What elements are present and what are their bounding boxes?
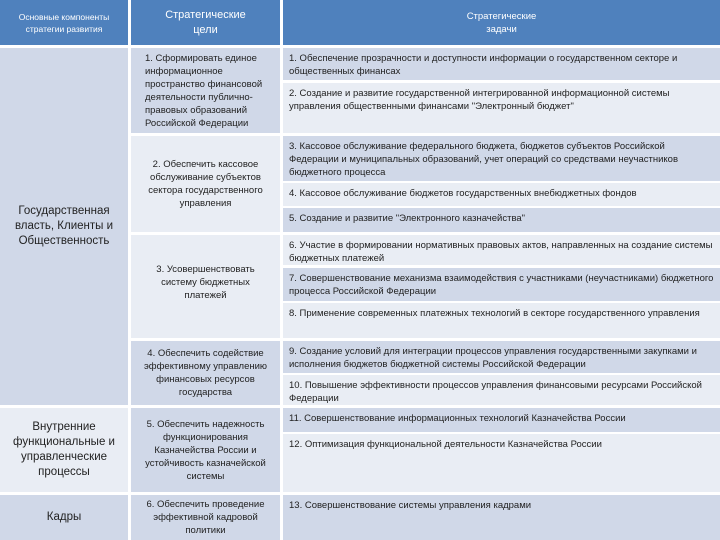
goal-cell: 4. Обеспечить содействие эффективному управлению финансовых ресурсов государства [131,341,280,405]
task-cell: 10. Повышение эффективности процессов управления финансовыми ресурсами Российской Федерации [283,375,720,405]
header-goals: Стратегические цели [131,0,280,45]
task-cell: 6. Участие в формировании нормативных правовых актов, направленных на создание системы бюджетных платежей [283,235,720,265]
task-cell: 3. Кассовое обслуживание федерального бюджета, бюджетов субъектов Российской Федерации и муниципальных образований, учет операций со средствами неучастников бюджетного процесса [283,136,720,181]
task-cell: 5. Создание и развитие "Электронного казначейства" [283,208,720,232]
goal-cell: 2. Обеспечить кассовое обслуживание субъектов сектора государственного управления [131,136,280,232]
goal-cell: 5. Обеспечить надежность функционирования Казначейства России и устойчивость казначейской системы [131,408,280,492]
task-cell: 4. Кассовое обслуживание бюджетов государственных внебюджетных фондов [283,183,720,206]
task-cell: 2. Создание и развитие государственной интегрированной информационной системы управления общественными финансами "Электронный бюджет" [283,83,720,133]
component-cell: Внутренние функциональные и управленческие процессы [0,408,128,492]
task-cell: 12. Оптимизация функциональной деятельности Казначейства России [283,434,720,492]
goal-cell: 3. Усовершенствовать систему бюджетных платежей [131,235,280,338]
task-cell: 9. Создание условий для интеграции процессов управления государственными закупками и исполнения бюджетов бюджетной системы Российской Федерации [283,341,720,373]
task-cell: 13. Совершенствование системы управления кадрами [283,495,720,540]
task-cell: 8. Применение современных платежных технологий в секторе государственного управления [283,303,720,338]
task-cell: 7. Совершенствование механизма взаимодействия с участниками (неучастниками) бюджетного процесса Российской Федерации [283,268,720,301]
goal-cell: 1. Сформировать единое информационное пространство финансовой деятельности публично-правовых образований Российской Федерации [131,48,280,133]
component-cell: Кадры [0,495,128,540]
task-cell: 11. Совершенствование информационных технологий Казначейства России [283,408,720,432]
task-cell: 1. Обеспечение прозрачности и доступности информации о государственном секторе и общественных финансах [283,48,720,80]
header-tasks: Стратегические задачи [283,0,720,45]
goal-cell: 6. Обеспечить проведение эффективной кадровой политики [131,495,280,540]
component-cell: Государственная власть, Клиенты и Общественность [0,48,128,405]
header-components: Основные компоненты стратегии развития [0,0,128,45]
